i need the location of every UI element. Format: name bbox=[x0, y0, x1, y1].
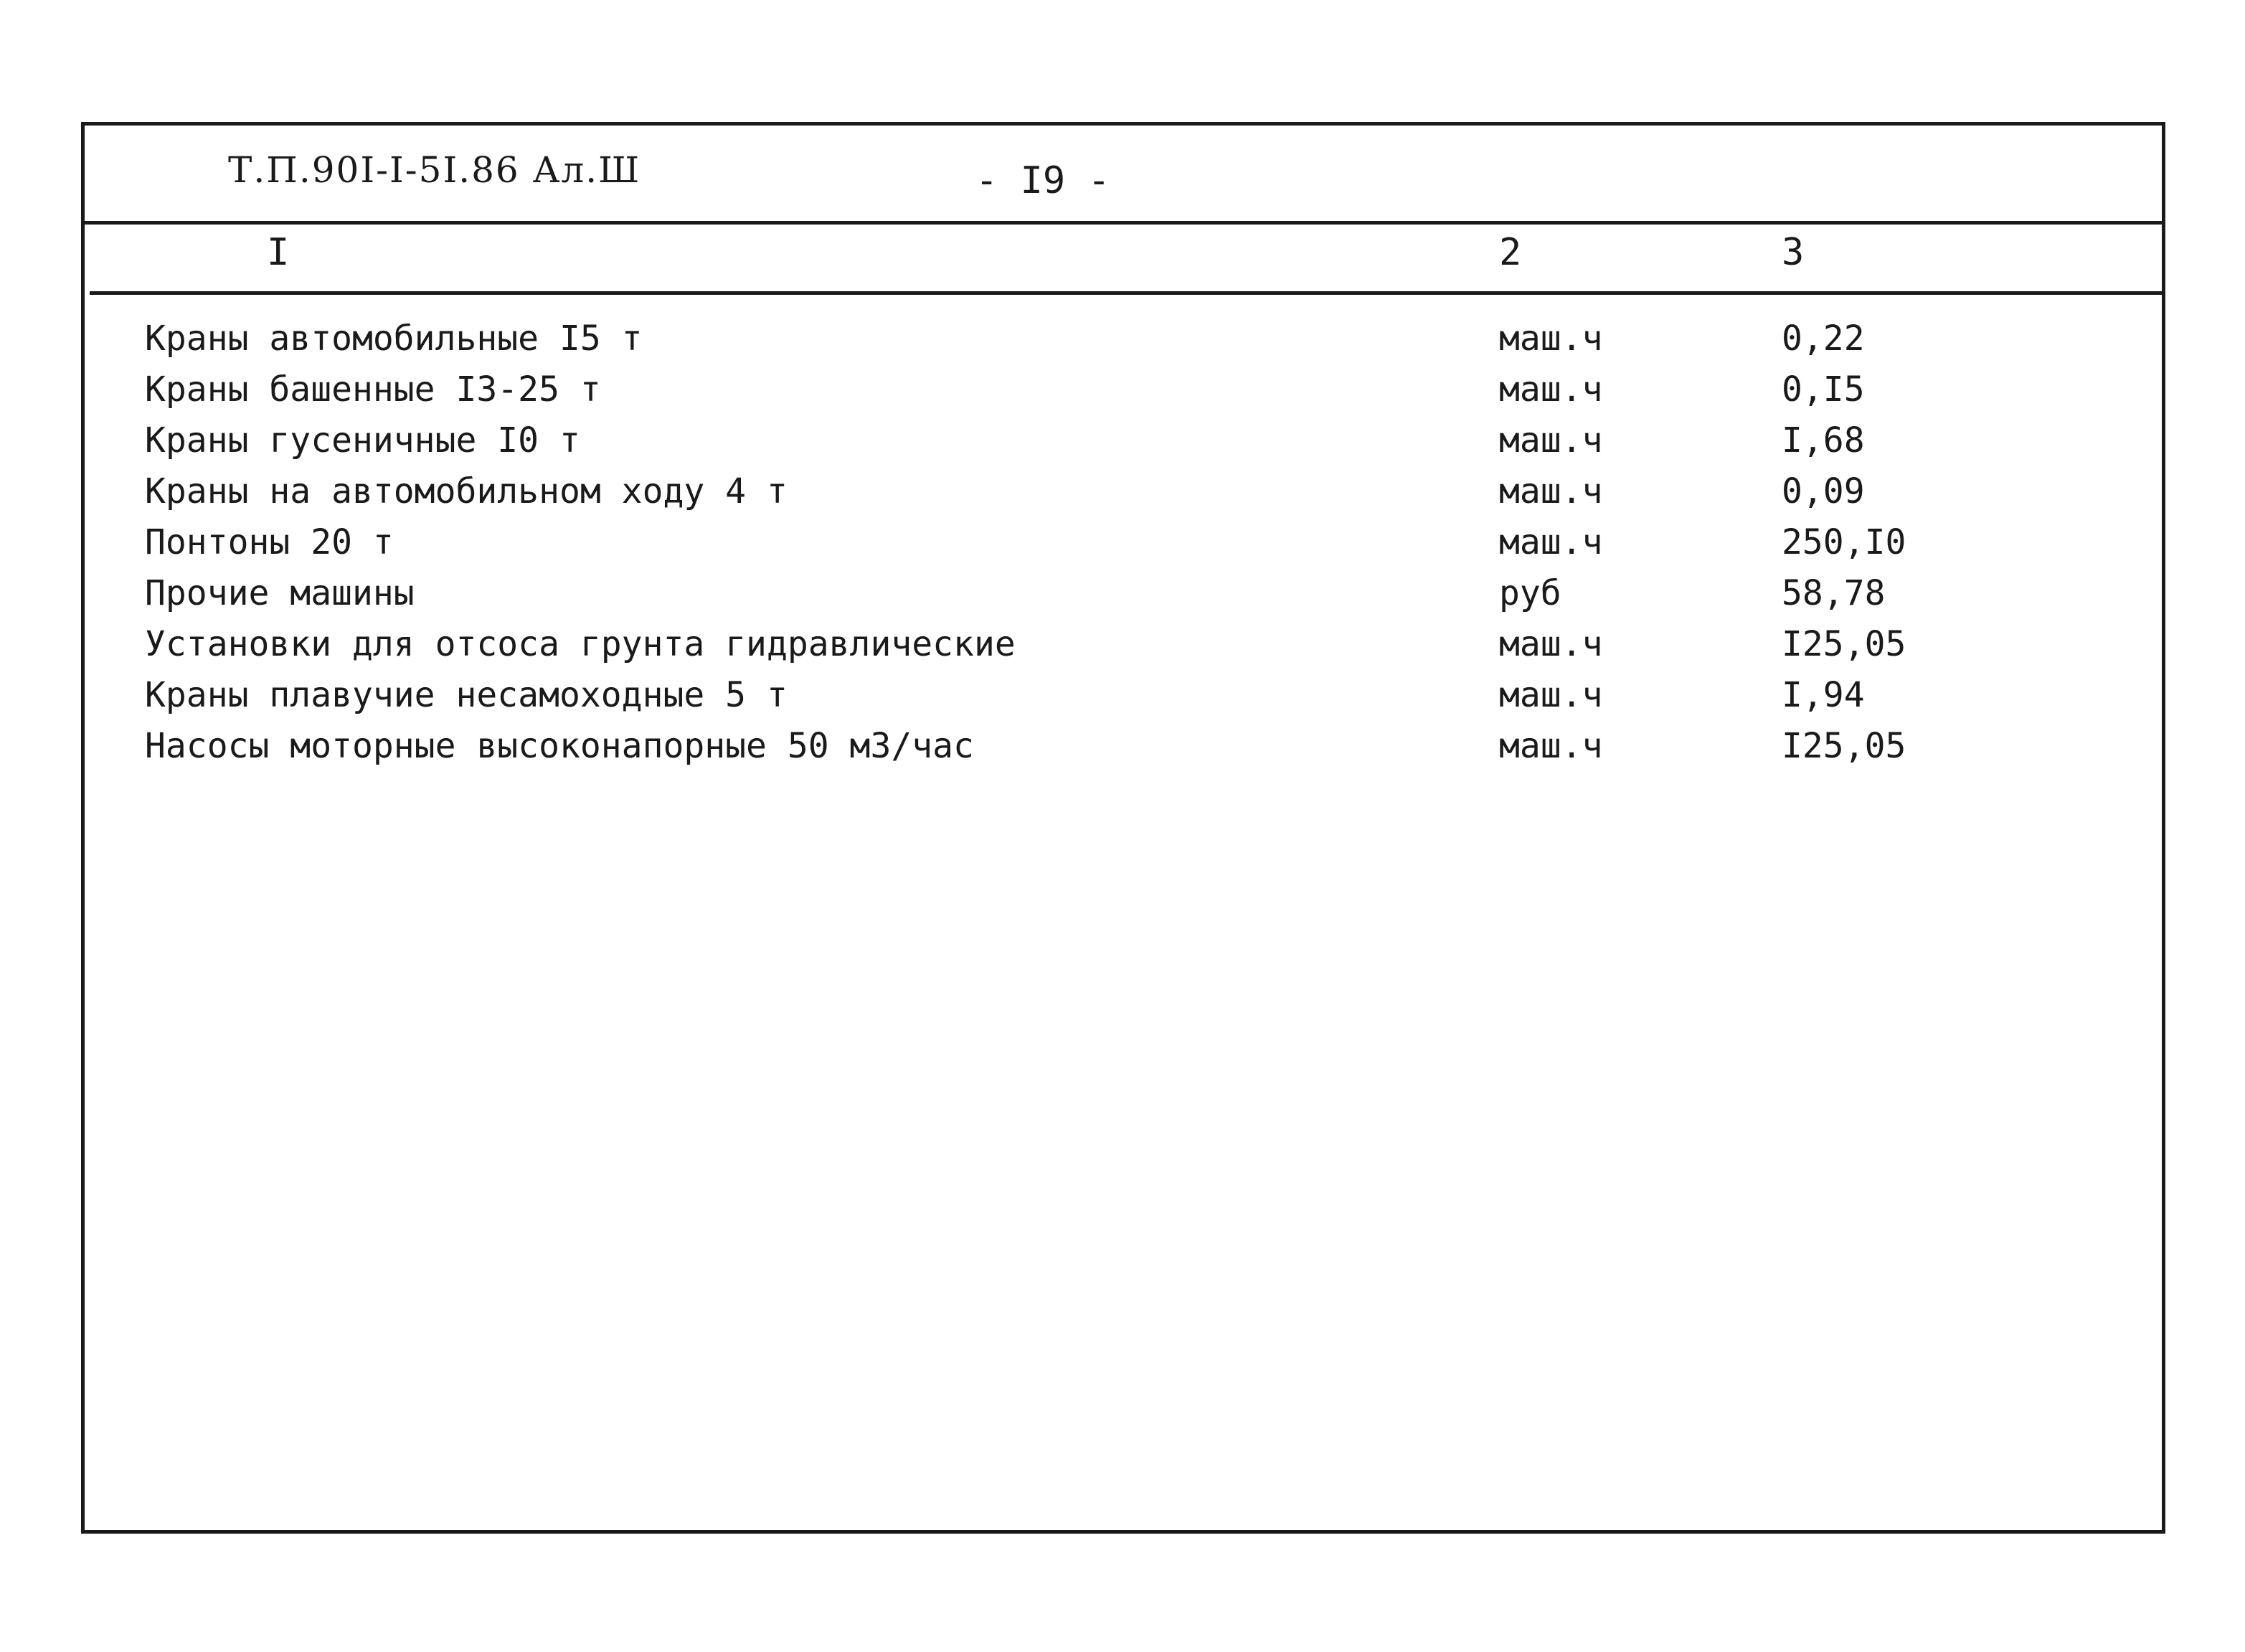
document-code: Т.П.90I-I-5I.86 Ал.Ш bbox=[228, 149, 641, 191]
unit: маш.ч bbox=[1499, 471, 1603, 511]
machine-name: Краны автомобильные I5 т bbox=[145, 318, 643, 359]
unit: маш.ч bbox=[1499, 522, 1603, 562]
unit: маш.ч bbox=[1499, 420, 1603, 461]
column-header-2: 2 bbox=[1499, 231, 1522, 274]
quantity: 0,22 bbox=[1782, 318, 1865, 359]
quantity: 0,09 bbox=[1782, 471, 1865, 511]
unit: маш.ч bbox=[1499, 726, 1603, 766]
table-row bbox=[0, 318, 2245, 369]
unit: руб bbox=[1499, 573, 1561, 613]
table-body bbox=[0, 318, 2245, 777]
quantity: 0,I5 bbox=[1782, 369, 1865, 410]
unit: маш.ч bbox=[1499, 318, 1603, 359]
quantity: I,68 bbox=[1782, 420, 1865, 461]
table-row bbox=[0, 675, 2245, 726]
table-row bbox=[0, 726, 2245, 777]
table-row bbox=[0, 624, 2245, 675]
machine-name: Установки для отсоса грунта гидравлические bbox=[145, 624, 1016, 664]
page-number: - I9 - bbox=[975, 159, 1110, 202]
quantity: 58,78 bbox=[1782, 573, 1886, 613]
quantity: I25,05 bbox=[1782, 726, 1906, 766]
table-row bbox=[0, 522, 2245, 573]
table-row bbox=[0, 420, 2245, 471]
machine-name: Краны плавучие несамоходные 5 т bbox=[145, 675, 788, 715]
header-rule bbox=[81, 221, 2165, 225]
unit: маш.ч bbox=[1499, 369, 1603, 410]
unit: маш.ч bbox=[1499, 675, 1603, 715]
quantity: I25,05 bbox=[1782, 624, 1906, 664]
machine-name: Краны башенные I3-25 т bbox=[145, 369, 601, 410]
column-header-1: I bbox=[267, 231, 290, 274]
table-row bbox=[0, 573, 2245, 624]
unit: маш.ч bbox=[1499, 624, 1603, 664]
machine-name: Понтоны 20 т bbox=[145, 522, 394, 562]
machine-name: Прочие машины bbox=[145, 573, 415, 613]
table-row bbox=[0, 471, 2245, 522]
quantity: 250,I0 bbox=[1782, 522, 1906, 562]
column-header-rule bbox=[90, 291, 2165, 295]
machine-name: Насосы моторные высоконапорные 50 м3/час bbox=[145, 726, 974, 766]
machine-name: Краны на автомобильном ходу 4 т bbox=[145, 471, 788, 511]
column-header-3: 3 bbox=[1782, 231, 1805, 274]
machine-name: Краны гусеничные I0 т bbox=[145, 420, 580, 461]
table-row bbox=[0, 369, 2245, 420]
quantity: I,94 bbox=[1782, 675, 1865, 715]
